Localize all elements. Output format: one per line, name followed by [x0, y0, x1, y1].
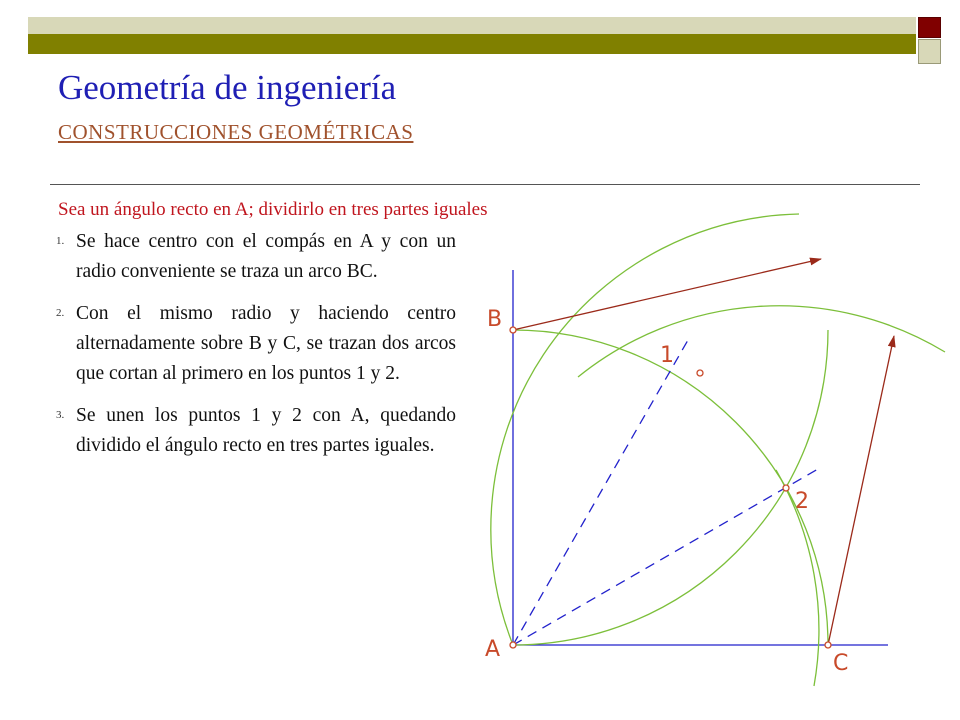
arrow-c [828, 336, 894, 645]
point-a [510, 642, 516, 648]
step-number: 2. [56, 307, 65, 319]
point-1 [697, 370, 703, 376]
point-c [825, 642, 831, 648]
slide-title: Geometría de ingeniería [58, 68, 397, 107]
step-number: 1. [56, 235, 65, 247]
dashed-line-a-2 [513, 469, 818, 645]
point-b [510, 327, 516, 333]
arc-bc [513, 330, 828, 645]
slide-subtitle: CONSTRUCCIONES GEOMÉTRICAS [58, 120, 414, 144]
point-2 [783, 485, 789, 491]
dashed-line-a-1 [513, 340, 688, 645]
label-2: 2 [795, 489, 809, 514]
step-text: Se unen los puntos 1 y 2 con A, quedando dividido el ángulo recto en tres partes iguales. [76, 405, 456, 456]
problem-statement: Sea un ángulo recto en A; dividirlo en tres partes iguales [58, 199, 488, 220]
label-c: C [833, 651, 849, 676]
label-a: A [485, 637, 501, 662]
arrow-b [513, 259, 821, 330]
arc-from-c [491, 214, 799, 645]
step-number: 3. [56, 409, 65, 421]
label-b: B [487, 307, 503, 332]
arc-outer [578, 306, 945, 377]
step-text: Se hace centro con el compás en A y con un radio conveniente se traza un arco BC. [76, 231, 456, 282]
label-1: 1 [660, 343, 674, 368]
arc-from-b [513, 330, 828, 645]
step-text: Con el mismo radio y haciendo centro alternadamente sobre B y C, se trazan dos arcos que cortan al primero en los puntos 1 y 2. [76, 303, 456, 384]
